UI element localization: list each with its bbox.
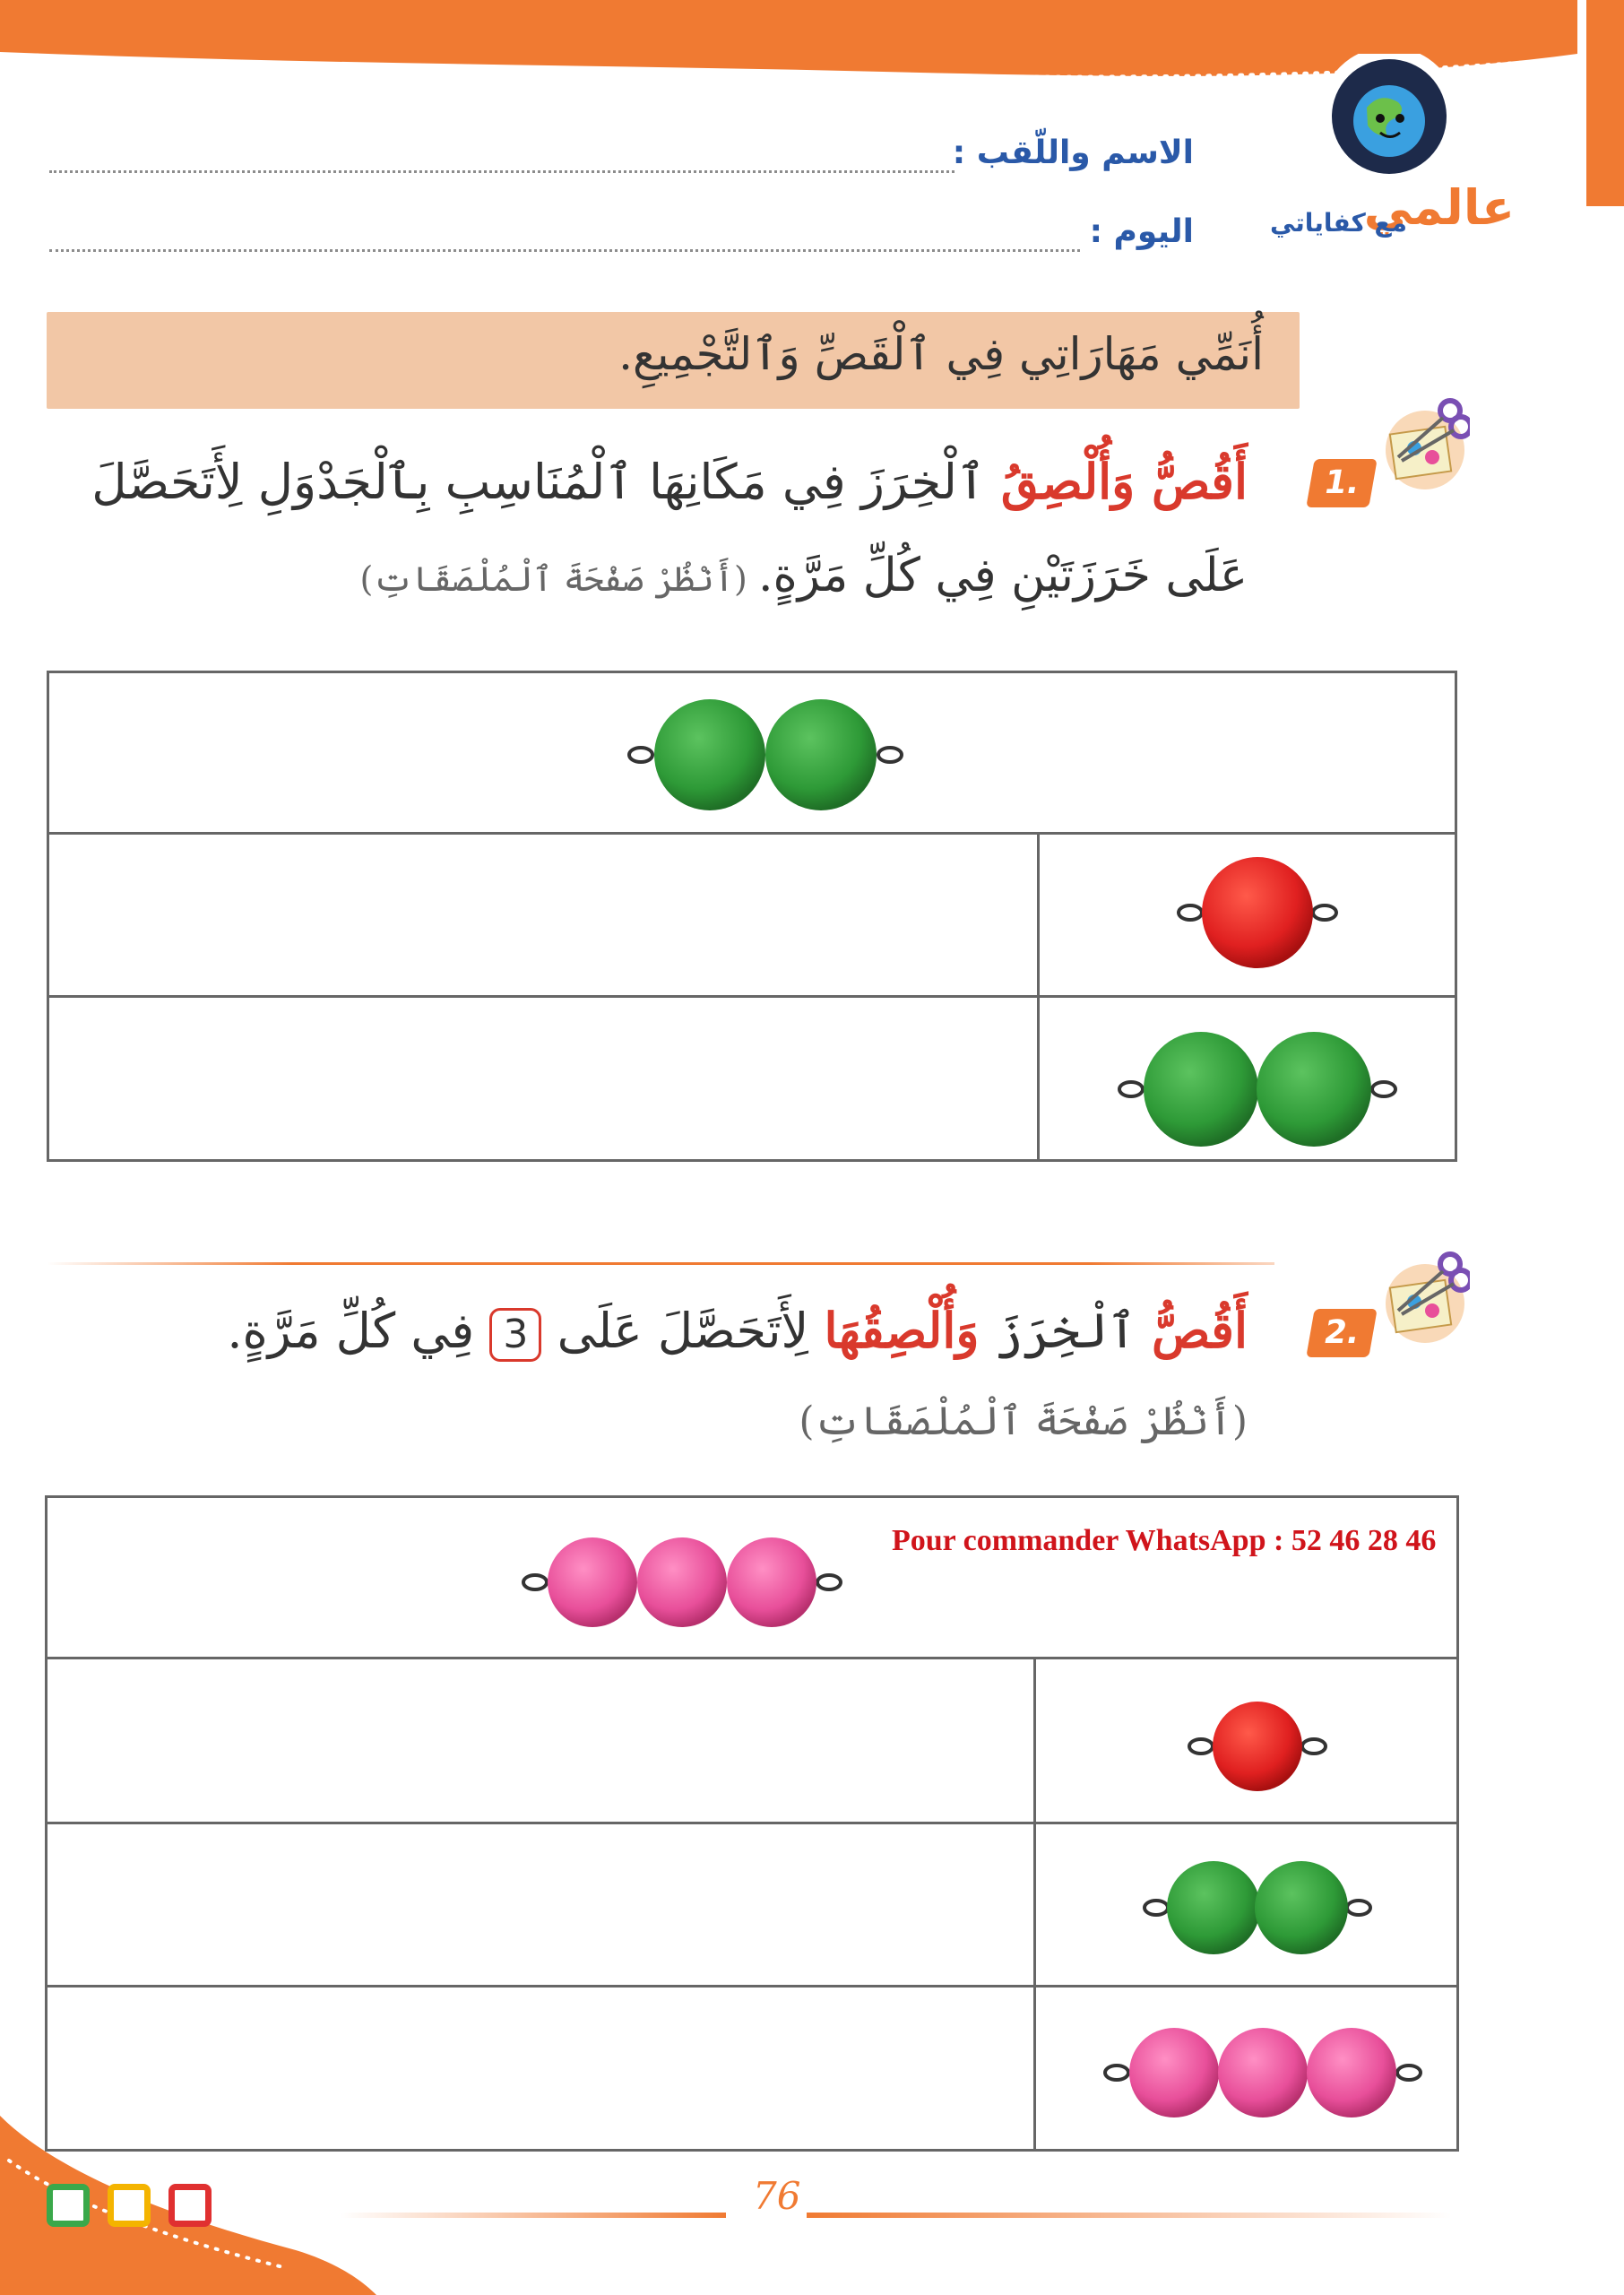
scissors-cut-icon [1380,394,1470,493]
table-2-answer-cell-1[interactable] [52,1663,1027,1817]
exercise-2-note: (أَنْظُرْ صَفْحَةَ ٱلْمُلْصَقَاتِ) [799,1399,1248,1444]
exercise-2-object: ٱلْخِرَزَ [979,1303,1153,1359]
exercise-2-title-end: فِي كُلِّ مَرَّةٍ. [227,1303,490,1359]
table-1-column-divider [1037,832,1040,1162]
table-2-column-divider [1033,1657,1036,2152]
checkbox-yellow[interactable] [108,2184,151,2227]
exercise-2-title-rest: لِأَتَحَصَّلَ عَلَى [541,1303,825,1359]
exercise-1-note: (أَنْظُرْ صَفْحَةَ ٱلْمُلْصَقَاتِ) [359,559,758,599]
table-1-answer-cell-1[interactable] [54,838,1031,991]
day-label: اليوم : [1089,213,1194,250]
table-2-answer-cell-2[interactable] [52,1828,1027,1980]
table-1-divider-1 [47,832,1457,835]
footer-line-right [807,2213,1452,2218]
table-1-answer-cell-2[interactable] [54,1001,1031,1156]
scissors-cut-icon [1380,1248,1470,1347]
exercise-2-verb-cut: أَقُصُّ [1152,1302,1248,1359]
exercise-2-title [227,1302,1248,1362]
watermark-text: Pour commander WhatsApp : 52 46 28 46 [892,1524,1437,1557]
footer-line-left [341,2213,726,2218]
exercise-1-line2 [360,549,1248,602]
logo-title: عالمي [1363,179,1515,236]
section-divider [47,1262,1274,1265]
table-1-divider-2 [47,995,1457,998]
exercise-1-title [91,453,1248,510]
table-2-divider-2 [45,1822,1459,1824]
banner-text: أُنَمِّي مَهَارَاتِي فِي ٱلْقَصِّ وَٱلتَّجْمِيعِ. [618,328,1264,380]
name-label: الاسم واللّقب : [952,134,1194,171]
series-logo [1255,54,1524,260]
table-2-divider-1 [45,1657,1459,1659]
table-2-divider-3 [45,1985,1459,1988]
exercise-1-number: 1. [1306,459,1378,507]
exercise-1-verb: أَقُصُّ وَأُلْصِقُ [1000,453,1248,510]
day-field[interactable] [49,249,1080,252]
exercise-2-verb-glue: وَأُلْصِقُهَا [824,1302,980,1359]
logo-subtitle: مع كفاياتي [1269,208,1407,238]
checkbox-red[interactable] [168,2184,212,2227]
checkbox-green[interactable] [47,2184,90,2227]
exercise-1-condition: عَلَى خَرَزَتَيْنِ فِي كُلِّ مَرَّةٍ. [757,549,1248,602]
exercise-2-number: 2. [1306,1309,1378,1357]
instruction-banner [47,312,1300,409]
exercise-1-title-rest: ٱلْخِرَزَ فِي مَكَانِهَا ٱلْمُنَاسِبِ بِٱلْجَدْوَلِ لِأَتَحَصَّلَ [91,454,1001,510]
page-number: 76 [753,2174,801,2218]
name-field[interactable] [49,170,955,173]
target-count-badge: 3 [489,1308,541,1362]
right-edge-band [1586,0,1624,206]
